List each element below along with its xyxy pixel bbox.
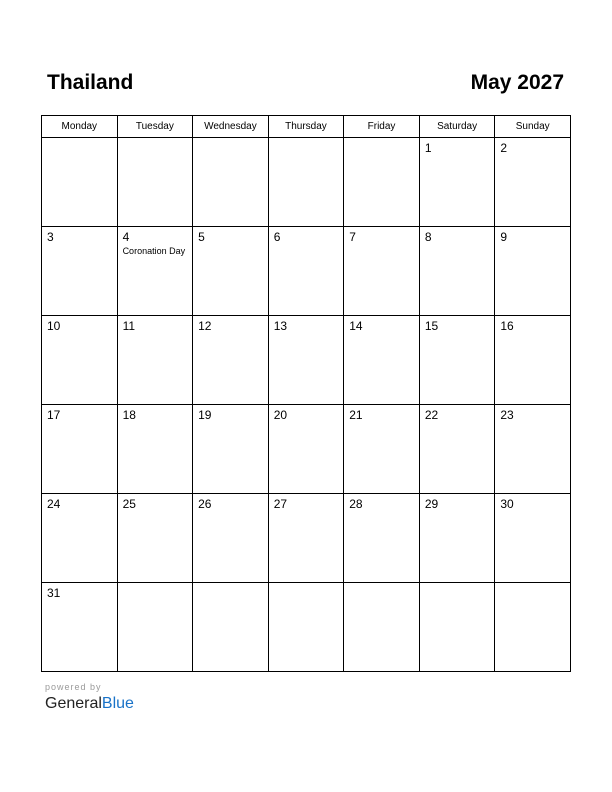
- day-cell: [495, 583, 571, 672]
- weekday-header: Thursday: [268, 116, 344, 138]
- day-cell: [268, 405, 344, 494]
- day-cell: [268, 227, 344, 316]
- day-number: 29: [424, 497, 439, 511]
- day-number: 17: [47, 408, 61, 422]
- day-cell: [344, 494, 420, 583]
- holiday-label: Coronation Day: [122, 246, 186, 256]
- day-cell: [193, 316, 269, 405]
- day-number: 21: [349, 408, 363, 422]
- day-number: 18: [122, 408, 136, 422]
- day-number: 5: [198, 230, 205, 244]
- day-number: 14: [349, 319, 363, 333]
- day-number: 27: [273, 497, 288, 511]
- day-cell: [419, 494, 495, 583]
- week-row: [42, 316, 571, 405]
- day-cell: [268, 494, 344, 583]
- weekday-header: Wednesday: [193, 116, 269, 138]
- day-number: 16: [500, 319, 514, 333]
- day-cell: [344, 138, 420, 227]
- country-title: Thailand: [47, 71, 134, 94]
- day-number: 9: [500, 230, 508, 244]
- day-cell: [42, 405, 118, 494]
- day-cell: [117, 316, 193, 405]
- day-number: 15: [424, 319, 439, 333]
- week-row: [42, 138, 571, 227]
- day-number: 4: [122, 230, 130, 244]
- day-cell: [42, 227, 118, 316]
- day-cell: [495, 138, 571, 227]
- weekday-header: Friday: [344, 116, 420, 138]
- day-number: 24: [47, 497, 61, 511]
- day-number: 20: [273, 408, 288, 422]
- day-cell: [344, 316, 420, 405]
- day-cell: [117, 583, 193, 672]
- day-number: 13: [273, 319, 288, 333]
- day-cell: [117, 138, 193, 227]
- day-cell: [42, 138, 118, 227]
- day-number: 31: [47, 586, 61, 600]
- day-cell: [42, 494, 118, 583]
- day-cell: [495, 494, 571, 583]
- day-number: 2: [500, 141, 508, 155]
- day-number: 7: [349, 230, 356, 244]
- day-cell: [193, 583, 269, 672]
- day-number: 10: [47, 319, 61, 333]
- day-number: 6: [273, 230, 281, 244]
- day-cell: [419, 583, 495, 672]
- day-cell: [419, 316, 495, 405]
- day-cell: [117, 494, 193, 583]
- powered-by-text: powered by: [45, 682, 102, 692]
- day-cell: [193, 494, 269, 583]
- month-year-title: May 2027: [470, 71, 564, 94]
- day-cell: [419, 227, 495, 316]
- day-number: 8: [424, 230, 432, 244]
- calendar-grid: [41, 115, 571, 672]
- day-cell: [495, 316, 571, 405]
- day-number: 12: [198, 319, 212, 333]
- day-cell: [42, 316, 118, 405]
- logo-text-blue: Blue: [101, 695, 134, 712]
- day-cell: [193, 405, 269, 494]
- day-number: 25: [122, 497, 136, 511]
- day-cell: [117, 227, 193, 316]
- day-cell: [193, 227, 269, 316]
- day-cell: [42, 583, 118, 672]
- weekday-header: Tuesday: [117, 116, 193, 138]
- day-cell: [495, 405, 571, 494]
- day-number: 19: [198, 408, 212, 422]
- day-cell: [344, 583, 420, 672]
- day-number: 11: [122, 319, 136, 333]
- generalblue-logo[interactable]: [45, 694, 134, 714]
- day-number: 1: [424, 141, 432, 155]
- day-number: 28: [349, 497, 363, 511]
- weekday-header: Sunday: [495, 116, 571, 138]
- day-cell: [419, 138, 495, 227]
- week-row: [42, 227, 571, 316]
- day-cell: [268, 316, 344, 405]
- day-number: 30: [500, 497, 514, 511]
- week-row: [42, 494, 571, 583]
- logo-text-general: General: [45, 695, 102, 712]
- weekday-header-row: [42, 116, 571, 138]
- week-row: [42, 405, 571, 494]
- day-cell: [193, 138, 269, 227]
- day-cell: [268, 583, 344, 672]
- day-number: 3: [47, 230, 54, 244]
- calendar-header: [41, 70, 571, 100]
- day-cell: [344, 227, 420, 316]
- day-cell: [419, 405, 495, 494]
- weekday-header: Monday: [42, 116, 118, 138]
- day-cell: [268, 138, 344, 227]
- footer-branding: [45, 682, 134, 714]
- day-number: 22: [424, 408, 439, 422]
- week-row: [42, 583, 571, 672]
- day-number: 26: [198, 497, 212, 511]
- weekday-header: Saturday: [419, 116, 495, 138]
- day-cell: [117, 405, 193, 494]
- day-cell: [495, 227, 571, 316]
- day-cell: [344, 405, 420, 494]
- day-number: 23: [500, 408, 514, 422]
